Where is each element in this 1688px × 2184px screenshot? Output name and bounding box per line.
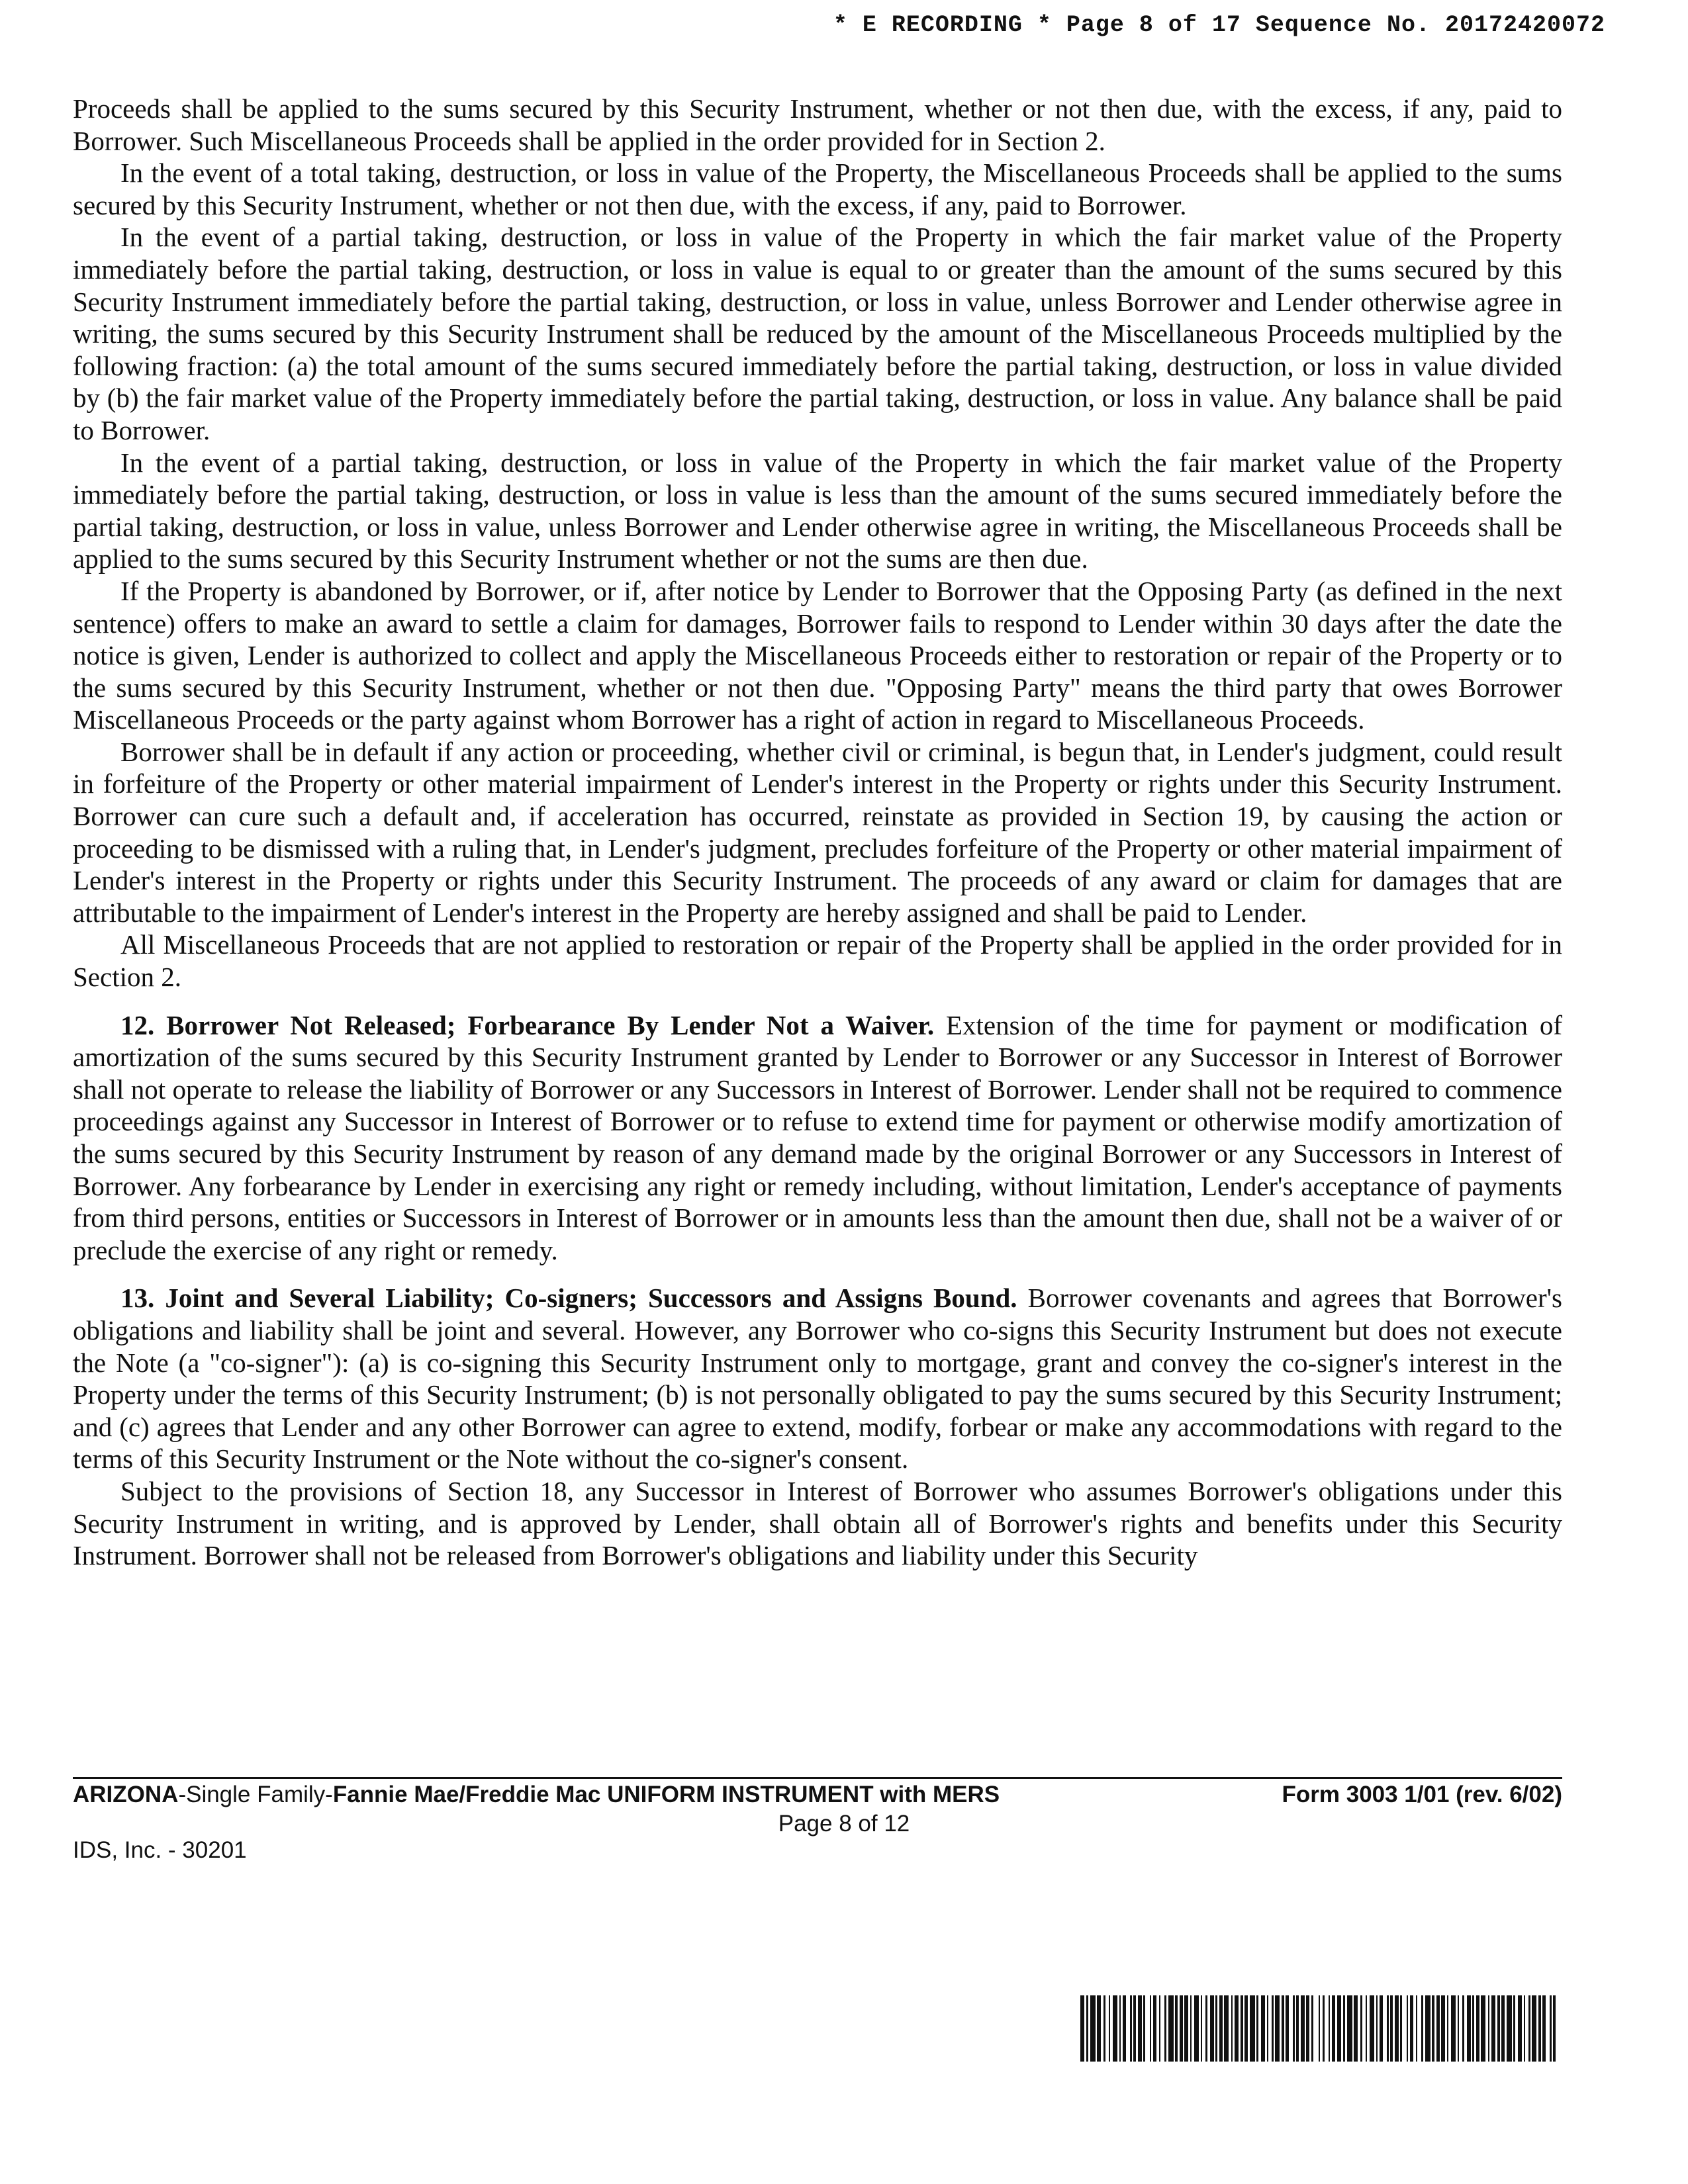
barcode: [1080, 1995, 1556, 2062]
barcode-bar: [1518, 1995, 1522, 2062]
paragraph: In the event of a partial taking, destruction, or loss in value of the Property in which the fair market value of the Property immediately before the partial taking, destruction, or loss in value is equal to or greater than the amount of the sums secured by this Security Instrument immediately before the partial taking, destruction, or loss in value, unless Borrower and Lender otherwise agree in writing, the sums secured by this Security Instrument shall be reduced by the amount of the Miscellaneous Proceeds multiplied by the following fraction: (a) the total amount of the sums secured immediately before the partial taking, destruction, or loss in value divided by (b) the fair market value of the Property immediately before the partial taking, destruction, or loss in value. Any balance shall be paid to Borrower.: [73, 222, 1562, 445]
barcode-bar: [1224, 1995, 1229, 2062]
barcode-bar: [1472, 1995, 1474, 2062]
barcode-bar: [1168, 1995, 1174, 2062]
barcode-bar: [1432, 1995, 1434, 2062]
barcode-bar: [1250, 1995, 1255, 2062]
barcode-bar: [1491, 1995, 1495, 2062]
barcode-bar: [1441, 1995, 1445, 2062]
barcode-bar: [1286, 1995, 1289, 2062]
barcode-bar: [1360, 1995, 1362, 2062]
barcode-bar: [1130, 1995, 1132, 2062]
barcode-bar: [1507, 1995, 1512, 2062]
barcode-bar: [1090, 1995, 1096, 2062]
barcode-bar: [1109, 1995, 1110, 2062]
barcode-bar: [1436, 1995, 1440, 2062]
barcode-bar: [1366, 1995, 1367, 2062]
barcode-bar: [1244, 1995, 1248, 2062]
barcode-bar: [1123, 1995, 1126, 2062]
barcode-bar: [1447, 1995, 1448, 2062]
barcode-bar: [1481, 1995, 1485, 2062]
form-title: [73, 1782, 1000, 1808]
barcode-bar: [1497, 1995, 1500, 2062]
barcode-bar: [1329, 1995, 1330, 2062]
section-13-text: Borrower covenants and agrees that Borrower's obligations and liability shall be joint and several. However, any Borrower who co-signs this Security Instrument but does not execute the Note (a "co-signer"): (a) is co-signing this Security Instrument only to mortgage, grant and convey the co-signer's interest in the Property under the terms of this Security Instrument; (b) is not personally obligated to pay the sums secured by this Security Instrument; and (c) agrees that Lender and any other Borrower can agree to extend, modify, forbear or make any accommodations with regard to the terms of this Security Instrument or the Note without the co-signer's consent.: [73, 1283, 1562, 1475]
barcode-bar: [1323, 1995, 1325, 2062]
barcode-bar: [1205, 1995, 1207, 2062]
barcode-bar: [1296, 1995, 1299, 2062]
barcode-bar: [1119, 1995, 1121, 2062]
page-number: Page 8 of 12: [778, 1811, 910, 1837]
barcode-bar: [1354, 1995, 1358, 2062]
barcode-bar: [1416, 1995, 1417, 2062]
section-12-heading: 12. Borrower Not Released; Forbearance By Lender Not a Waiver.: [120, 1009, 935, 1040]
barcode-bar: [1380, 1995, 1383, 2062]
barcode-bar: [1282, 1995, 1284, 2062]
barcode-bar: [1275, 1995, 1280, 2062]
barcode-bar: [1219, 1995, 1223, 2062]
barcode-bar: [1425, 1995, 1430, 2062]
barcode-bar: [1337, 1995, 1341, 2062]
barcode-bar: [1215, 1995, 1217, 2062]
barcode-bar: [1513, 1995, 1515, 2062]
form-state: ARIZONA: [73, 1782, 179, 1807]
barcode-bar: [1164, 1995, 1166, 2062]
barcode-bar: [1458, 1995, 1459, 2062]
barcode-bar: [1451, 1995, 1456, 2062]
barcode-bar: [1410, 1995, 1413, 2062]
barcode-bar: [1501, 1995, 1505, 2062]
section-12: [73, 1009, 1562, 1267]
barcode-bar: [1528, 1995, 1530, 2062]
barcode-bar: [1476, 1995, 1479, 2062]
barcode-bar: [1175, 1995, 1178, 2062]
barcode-bar: [1524, 1995, 1525, 2062]
form-name: Fannie Mae/Freddie Mac UNIFORM INSTRUMENT with MERS: [332, 1782, 1000, 1807]
paragraph: Borrower shall be in default if any action or proceeding, whether civil or criminal, is begun that, in Lender's judgment, could result in forfeiture of the Property or other material impairment of Lender's interest in the Property or rights under this Security Instrument. Borrower can cure such a default and, if acceleration has occurred, reinstate as provided in Section 19, by causing the action or proceeding to be dismissed with a ruling that, in Lender's judgment, precludes forfeiture of the Property or other material impairment of Lender's interest in the Property or rights under this Security Instrument. The proceeds of any award or claim for damages that are attributable to the impairment of Lender's interest in the Property are hereby assigned and shall be paid to Lender.: [73, 736, 1562, 928]
barcode-bar: [1467, 1995, 1471, 2062]
form-number: Form 3003 1/01 (rev. 6/02): [1282, 1782, 1562, 1807]
form-type: -Single Family-: [178, 1782, 333, 1807]
barcode-bar: [1267, 1995, 1268, 2062]
barcode-bar: [1538, 1995, 1541, 2062]
barcode-bar: [1153, 1995, 1156, 2062]
barcode-bar: [1086, 1995, 1088, 2062]
paragraph: If the Property is abandoned by Borrower, or if, after notice by Lender to Borrower that the Opposing Party (as defined in the next sentence) offers to make an award to settle a claim for damages, Borrower fails to respond to Lender within 30 days after the date the notice is given, Lender is authorized to collect and apply the Miscellaneous Proceeds either to restoration or repair of the Property or to the sums secured by this Security Instrument, whether or not then due. "Opposing Party" means the third party that owes Borrower Miscellaneous Proceeds or the party against whom Borrower has a right of action in regard to Miscellaneous Proceeds.: [73, 575, 1562, 735]
barcode-bar: [1184, 1995, 1188, 2062]
barcode-bar: [1550, 1995, 1552, 2062]
paragraph: Proceeds shall be applied to the sums secured by this Security Instrument, whether or not then due, with the excess, if any, paid to Borrower. Such Miscellaneous Proceeds shall be applied in the order provided for in Section 2.: [73, 93, 1562, 156]
barcode-bar: [1421, 1995, 1423, 2062]
barcode-bar: [1113, 1995, 1117, 2062]
barcode-bar: [1103, 1995, 1105, 2062]
barcode-bar: [1532, 1995, 1536, 2062]
barcode-bar: [1159, 1995, 1160, 2062]
barcode-bar: [1143, 1995, 1145, 2062]
barcode-bar: [1387, 1995, 1389, 2062]
paragraph: In the event of a total taking, destruction, or loss in value of the Property, the Miscellaneous Proceeds shall be applied to the sums secured by this Security Instrument, whether or not then due, with the excess, if any, paid to Borrower.: [73, 158, 1562, 220]
barcode-bar: [1256, 1995, 1258, 2062]
barcode-bar: [1343, 1995, 1345, 2062]
barcode-bar: [1293, 1995, 1295, 2062]
barcode-bar: [1390, 1995, 1393, 2062]
paragraph: All Miscellaneous Proceeds that are not applied to restoration or repair of the Property shall be applied in the order provided for in Section 2.: [73, 929, 1562, 993]
recording-stamp: * E RECORDING * Page 8 of 17 Sequence No. 20172420072: [833, 12, 1605, 38]
barcode-bar: [1542, 1995, 1546, 2062]
footer-divider: [73, 1777, 1562, 1779]
barcode-bar: [1311, 1995, 1313, 2062]
barcode-bar: [1272, 1995, 1274, 2062]
barcode-bar: [1306, 1995, 1309, 2062]
section-12-text: Extension of the time for payment or modification of amortization of the sums secured by this Security Instrument granted by Lender to Borrower or any Successor in Interest of Borrower shall not operate to release the liability of Borrower or any Successors in Interest of Borrower. Lender shall not be required to commence proceedings against any Successor in Interest of Borrower or to refuse to extend time for payment or otherwise modify amortization of the sums secured by this Security Instrument by reason of any demand made by the original Borrower or any Successors in Interest of Borrower. Any forbearance by Lender in exercising any right or remedy including, without limitation, Lender's acceptance of payments from third persons, entities or Successors in Interest of Borrower or in amounts less than the amount then due, shall not be a waiver of or preclude the exercise of any right or remedy.: [73, 1009, 1562, 1265]
section-13: [73, 1282, 1562, 1475]
barcode-bar: [1097, 1995, 1101, 2062]
barcode-bar: [1347, 1995, 1352, 2062]
barcode-bar: [1261, 1995, 1265, 2062]
barcode-bar: [1332, 1995, 1335, 2062]
barcode-bar: [1231, 1995, 1233, 2062]
barcode-bar: [1488, 1995, 1489, 2062]
barcode-bar: [1150, 1995, 1151, 2062]
barcode-bar: [1210, 1995, 1214, 2062]
barcode-bar: [1407, 1995, 1408, 2062]
barcode-bar: [1241, 1995, 1243, 2062]
barcode-bar: [1395, 1995, 1399, 2062]
barcode-bar: [1462, 1995, 1464, 2062]
barcode-bar: [1370, 1995, 1374, 2062]
barcode-bar: [1138, 1995, 1142, 2062]
document-body: [73, 93, 1562, 1572]
barcode-bar: [1235, 1995, 1239, 2062]
barcode-bar: [1190, 1995, 1192, 2062]
barcode-bar: [1201, 1995, 1202, 2062]
barcode-bar: [1180, 1995, 1183, 2062]
barcode-bar: [1301, 1995, 1305, 2062]
barcode-bar: [1133, 1995, 1136, 2062]
paragraph: In the event of a partial taking, destruction, or loss in value of the Property in which the fair market value of the Property immediately before the partial taking, destruction, or loss in value is less than the amount of the sums secured immediately before the partial taking, destruction, or loss in value, unless Borrower and Lender otherwise agree in writing, the Miscellaneous Proceeds shall be applied to the sums secured by this Security Instrument whether or not the sums are then due.: [73, 447, 1562, 574]
barcode-bar: [1400, 1995, 1402, 2062]
barcode-bar: [1194, 1995, 1199, 2062]
barcode-bar: [1319, 1995, 1320, 2062]
barcode-bar: [1080, 1995, 1084, 2062]
ids-code: IDS, Inc. - 30201: [73, 1837, 247, 1863]
section-13-heading: 13. Joint and Several Liability; Co-signers; Successors and Assigns Bound.: [120, 1283, 1017, 1314]
paragraph: Subject to the provisions of Section 18, any Successor in Interest of Borrower who assumes Borrower's obligations under this Security Instrument in writing, and is approved by Lender, shall obtain all of Borrower's rights and benefits under this Security Instrument. Borrower shall not be released from Borrower's obligations and liability under this Security: [73, 1475, 1562, 1571]
barcode-bar: [1376, 1995, 1378, 2062]
barcode-bar: [1553, 1995, 1556, 2062]
